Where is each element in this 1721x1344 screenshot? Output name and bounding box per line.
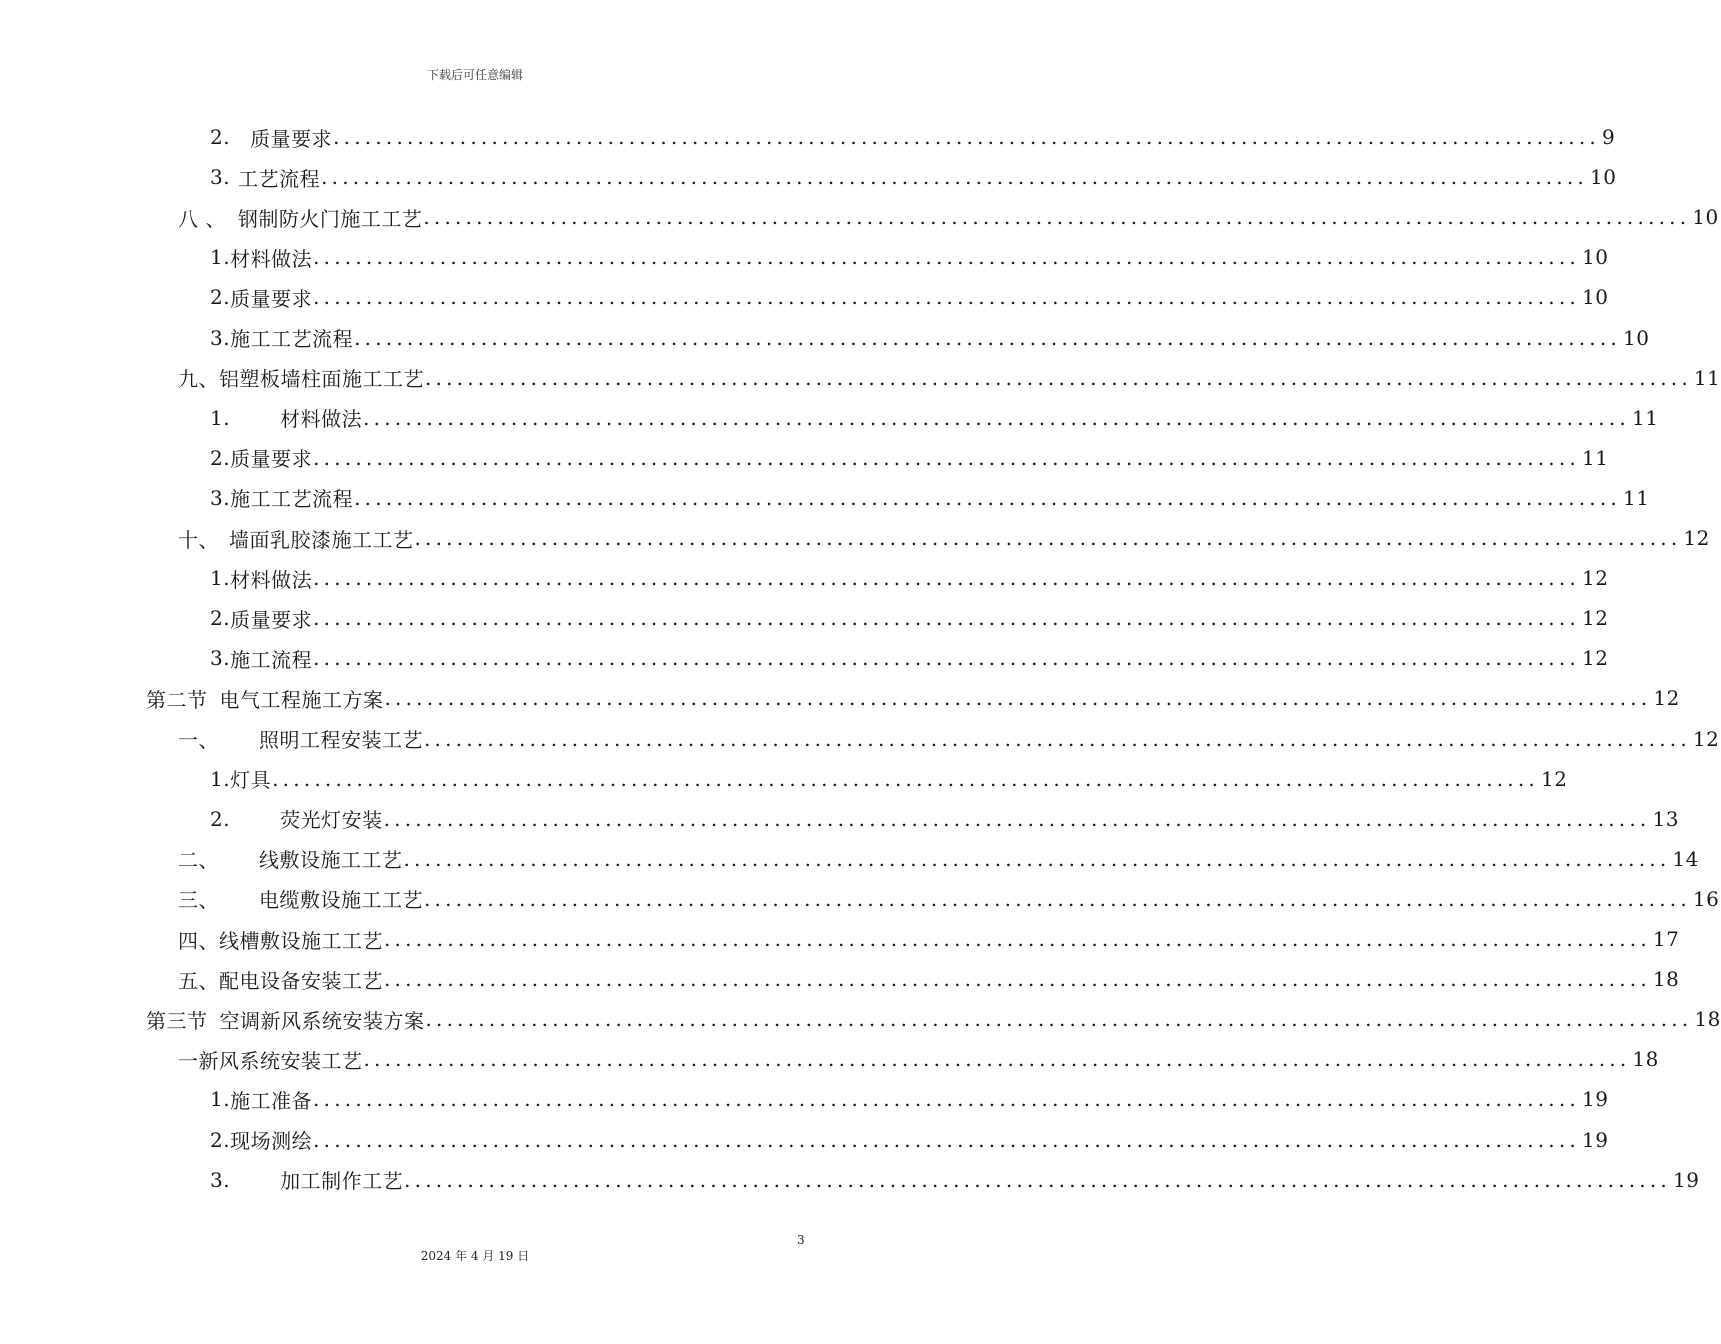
toc-entry — [146, 678, 1680, 718]
toc-entry-number: 2. — [210, 806, 231, 831]
toc-entry-page: 10 — [1589, 165, 1617, 190]
toc-entry-title: 施工工艺流程 — [230, 327, 354, 351]
toc-entry-number: 三、 — [178, 888, 219, 913]
toc-entry-title: 电气工程施工方案 — [219, 687, 384, 712]
toc-entry-title: 材料做法 — [230, 246, 313, 271]
toc-entry-page: 14 — [1672, 846, 1699, 871]
toc-entry-title: 电缆敷设施工工艺 — [259, 888, 423, 913]
toc-entry — [210, 438, 1609, 478]
toc-entry-number: 3. — [210, 325, 231, 350]
toc-entry-title: 钢制防火门施工工艺 — [237, 206, 423, 231]
toc-entry-title: 施工工艺流程 — [230, 487, 354, 512]
dot-leader: ........................................................................................................................ — [384, 927, 1651, 951]
toc-entry — [210, 237, 1609, 277]
toc-entry-number: 第三节 — [146, 1008, 208, 1033]
dot-leader: ........................................................................................................................ — [321, 165, 1588, 190]
dot-leader: ........................................................................................................................ — [272, 766, 1539, 791]
dot-leader: ........................................................................................................................ — [425, 365, 1692, 390]
toc-entry-number: 四、 — [178, 928, 219, 953]
dot-leader: ........................................................................................................................ — [354, 485, 1621, 510]
toc-entry-title: 配电设备安装工艺 — [219, 968, 383, 993]
toc-entry — [178, 1039, 1659, 1079]
page-header: 下载后可任意编辑 — [426, 68, 523, 82]
toc-entry-number: 1. — [210, 566, 231, 591]
dot-leader: ........................................................................................................................ — [414, 526, 1682, 550]
dot-leader: ........................................................................................................................ — [383, 806, 1651, 831]
toc-entry — [210, 1120, 1609, 1160]
toc-entry-number: 3. — [210, 1167, 231, 1192]
toc-entry-title: 材料做法 — [230, 567, 313, 592]
toc-entry-title: 质量要求 — [230, 607, 313, 632]
toc-entry — [210, 117, 1616, 157]
dot-leader: ........................................................................................................................ — [313, 566, 1580, 591]
dot-leader: ........................................................................................................................ — [313, 606, 1580, 631]
dot-leader: ........................................................................................................................ — [363, 405, 1630, 430]
dot-leader: ........................................................................................................................ — [404, 1167, 1671, 1192]
toc-entry-title: 照明工程安装工艺 — [259, 728, 423, 752]
dot-leader: ........................................................................................................................ — [313, 245, 1580, 270]
toc-entry — [210, 1160, 1700, 1200]
toc-entry-number: 2. — [210, 606, 231, 631]
toc-entry — [178, 839, 1699, 879]
toc-entry — [178, 197, 1719, 237]
toc-entry-number: 1. — [210, 1087, 231, 1112]
toc-entry — [210, 638, 1609, 678]
toc-entry-page: 19 — [1581, 1127, 1609, 1152]
dot-leader: ........................................................................................................................ — [313, 646, 1580, 671]
toc-entry — [210, 277, 1609, 317]
toc-entry-page: 11 — [1581, 445, 1609, 470]
toc-entry-page: 12 — [1581, 566, 1609, 591]
toc-entry-page: 11 — [1631, 405, 1659, 430]
dot-leader: ........................................................................................................................ — [313, 285, 1580, 310]
toc-entry-title: 加工制作工艺 — [280, 1169, 404, 1194]
toc-entry-number: 3. — [210, 485, 231, 510]
dot-leader: ........................................................................................................................ — [384, 686, 1652, 711]
toc-entry-number: 1. — [210, 766, 231, 791]
toc-entry — [210, 1079, 1609, 1119]
toc-entry-number: 一、 — [178, 728, 219, 752]
toc-entry — [146, 999, 1721, 1039]
toc-entry — [210, 398, 1659, 438]
toc-entry-title: 现场测绘 — [230, 1129, 313, 1153]
toc-entry-number: 十、 — [178, 527, 219, 552]
dot-leader: ........................................................................................................................ — [354, 325, 1621, 350]
dot-leader: ........................................................................................................................ — [425, 1007, 1693, 1032]
toc-entry-page: 12 — [1581, 606, 1609, 631]
toc-entry-page: 10 — [1622, 325, 1650, 350]
toc-entry-page: 13 — [1652, 806, 1679, 831]
toc-entry-page: 12 — [1581, 646, 1609, 671]
toc-entry-number: 一 — [178, 1048, 199, 1073]
dot-leader: ........................................................................................................................ — [313, 1087, 1580, 1112]
footer-date: 2024 年 4 月 19 日 — [420, 1249, 530, 1263]
toc-entry-number: 第二节 — [146, 687, 208, 712]
dot-leader: ........................................................................................................................ — [313, 445, 1580, 470]
toc-entry-page: 9 — [1601, 125, 1616, 149]
dot-leader: ........................................................................................................................ — [424, 886, 1691, 911]
toc-entry-page: 16 — [1692, 886, 1720, 911]
toc-entry-number: 2. — [210, 445, 231, 470]
dot-leader: ........................................................................................................................ — [423, 205, 1691, 230]
page-number: 3 — [797, 1233, 805, 1247]
toc-entry-number: 五、 — [178, 968, 219, 993]
toc-entry-title: 施工流程 — [230, 647, 313, 672]
toc-entry — [210, 478, 1650, 518]
toc-entry-title: 灯具 — [230, 768, 272, 793]
toc-entry-number: 2. — [210, 125, 231, 149]
toc-entry-number: 八 、 — [178, 206, 226, 231]
toc-entry — [210, 598, 1609, 638]
toc-entry — [210, 799, 1679, 839]
toc-entry-page: 18 — [1694, 1007, 1721, 1032]
toc-entry-number: 九、 — [178, 367, 219, 392]
toc-entry-number: 1. — [210, 245, 231, 270]
toc-entry-title: 材料做法 — [280, 407, 363, 432]
toc-entry-title: 空调新风系统安装方案 — [219, 1008, 425, 1033]
dot-leader: ........................................................................................................................ — [403, 846, 1671, 871]
toc-entry-title: 施工准备 — [230, 1088, 313, 1113]
toc-entry-title: 质量要求 — [230, 447, 313, 472]
toc-entry-page: 12 — [1540, 766, 1568, 791]
toc-entry-page: 19 — [1581, 1087, 1609, 1112]
toc-entry — [210, 558, 1609, 598]
toc-entry-title: 质量要求 — [230, 286, 313, 311]
toc-entry-page: 11 — [1693, 365, 1721, 390]
toc-entry-page: 10 — [1581, 245, 1609, 270]
dot-leader: ........................................................................................................................ — [363, 1047, 1631, 1072]
toc-entry-number: 二、 — [178, 848, 219, 873]
toc-entry-title: 质量要求 — [250, 126, 333, 151]
toc-entry-number: 2. — [210, 285, 231, 310]
toc-entry-number: 3. — [210, 646, 231, 671]
toc-entry-title: 工艺流程 — [238, 166, 321, 191]
dot-leader: ........................................................................................................................ — [313, 1127, 1580, 1152]
toc-entry-page: 12 — [1683, 526, 1710, 550]
toc-entry-page: 10 — [1581, 285, 1609, 310]
toc-entry — [178, 719, 1720, 759]
dot-leader: ........................................................................................................................ — [384, 967, 1651, 992]
toc-entry — [210, 157, 1617, 197]
toc-entry — [210, 759, 1568, 799]
toc-entry-title: 线槽敷设施工工艺 — [219, 928, 383, 953]
toc-entry — [178, 959, 1680, 999]
toc-entry-page: 12 — [1653, 686, 1680, 711]
toc-entry-title: 线敷设施工工艺 — [259, 848, 403, 873]
toc-entry-page: 19 — [1672, 1167, 1700, 1192]
toc-entry-number: 1. — [210, 405, 231, 430]
toc-entry-number: 2. — [210, 1127, 231, 1152]
dot-leader: ........................................................................................................................ — [424, 726, 1691, 751]
toc-entry — [178, 358, 1721, 398]
toc-entry-page: 18 — [1652, 967, 1680, 992]
toc-entry — [178, 919, 1680, 959]
dot-leader: ........................................................................................................................ — [333, 125, 1600, 149]
toc-entry-page: 18 — [1632, 1047, 1659, 1072]
toc-entry-page: 17 — [1652, 927, 1680, 951]
toc-entry — [178, 518, 1710, 558]
toc-entry — [178, 879, 1720, 919]
toc-entry — [210, 318, 1650, 358]
toc-entry-title: 新风系统安装工艺 — [198, 1048, 363, 1073]
toc-entry-page: 10 — [1692, 205, 1719, 230]
toc-entry-page: 12 — [1692, 726, 1720, 751]
toc-entry-page: 11 — [1622, 485, 1650, 510]
toc-entry-title: 荧光灯安装 — [280, 808, 383, 833]
toc-entry-title: 铝塑板墙柱面施工工艺 — [219, 367, 424, 392]
toc-entry-number: 3. — [210, 165, 231, 190]
toc-entry-title: 墙面乳胶漆施工工艺 — [229, 527, 414, 552]
